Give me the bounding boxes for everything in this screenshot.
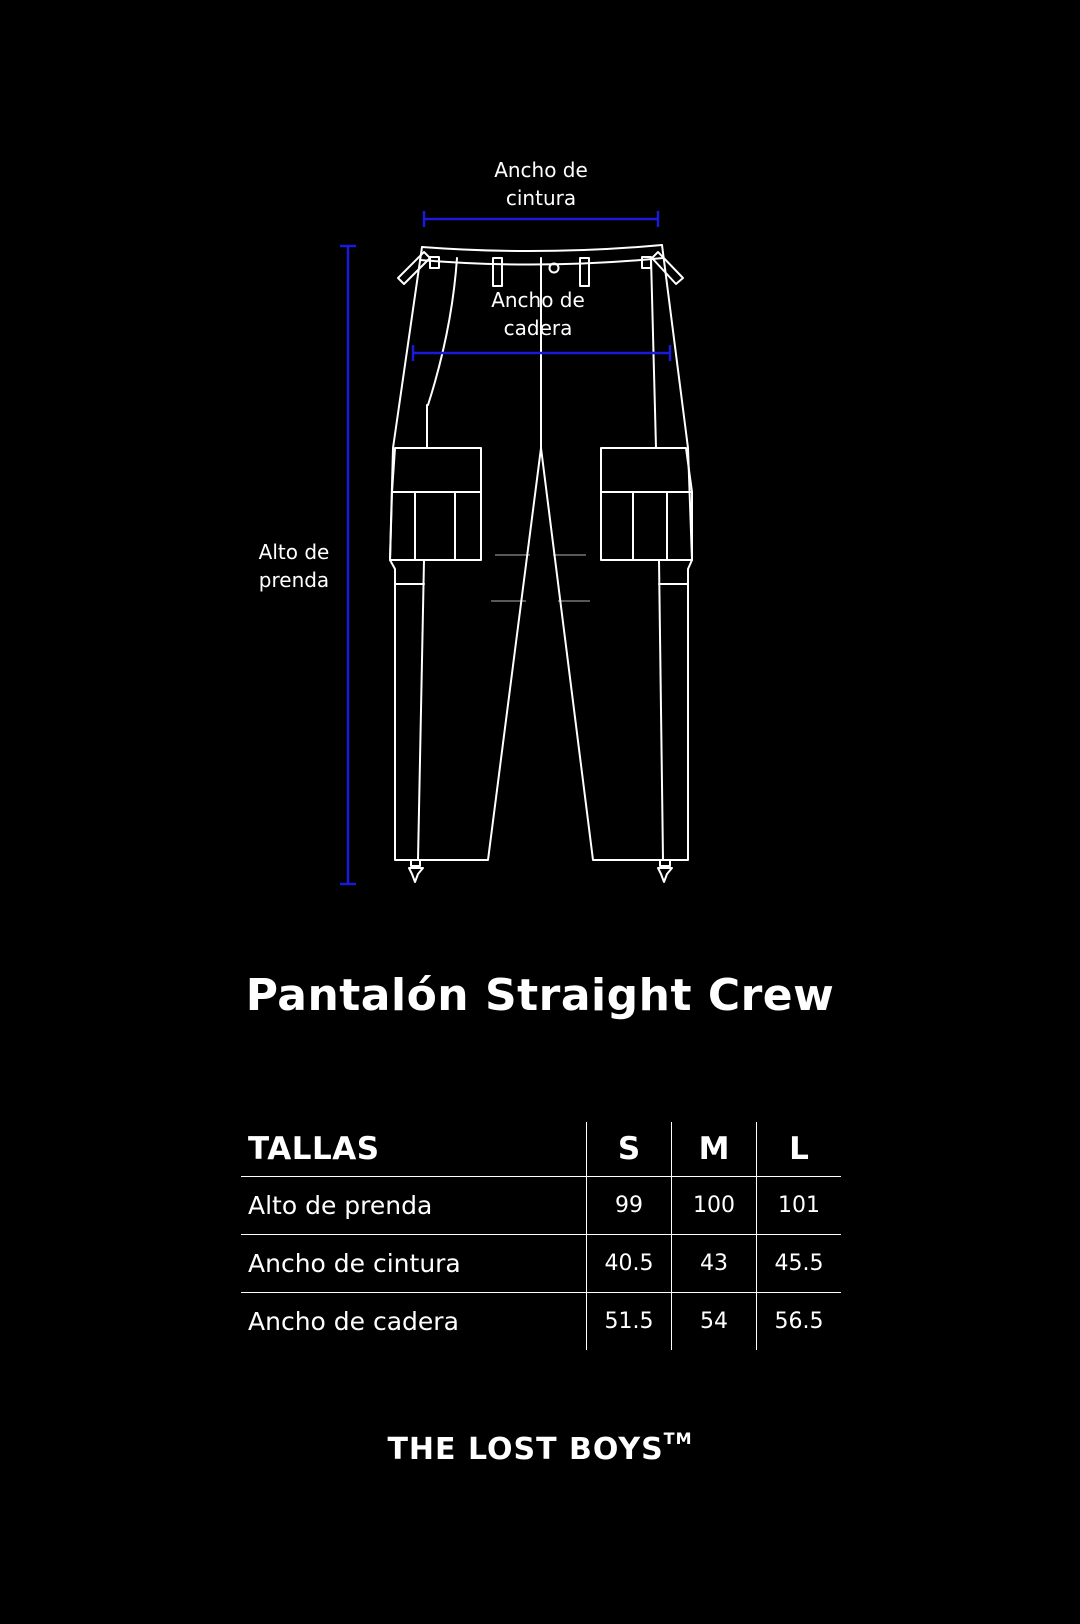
size-table [241,1122,841,1350]
cell-value: 100 [672,1177,757,1235]
cell-value: 54 [672,1293,757,1351]
brand-logo [0,1429,1080,1467]
table-header-row [241,1122,841,1177]
height-label: Alto de prenda [258,540,330,592]
header-tallas: TALLAS [241,1122,587,1177]
cell-value: 56.5 [757,1293,842,1351]
cell-value: 51.5 [587,1293,672,1351]
cell-value: 99 [587,1177,672,1235]
brand-name: THE LOST BOYS [387,1432,664,1467]
header-size-l: L [757,1122,842,1177]
cell-value: 45.5 [757,1235,842,1293]
hip-label: Ancho de cadera [491,288,585,340]
product-title: Pantalón Straight Crew [245,970,835,1021]
header-size-m: M [672,1122,757,1177]
table-row [241,1293,841,1351]
waist-label: Ancho de cintura [494,158,588,210]
cell-value: 43 [672,1235,757,1293]
table-row [241,1235,841,1293]
header-size-s: S [587,1122,672,1177]
knee-stitch-marks [491,555,590,601]
row-label: Ancho de cintura [241,1235,587,1293]
cell-value: 40.5 [587,1235,672,1293]
cell-value: 101 [757,1177,842,1235]
trademark-mark: TM [663,1429,693,1448]
row-label: Alto de prenda [241,1177,587,1235]
row-label: Ancho de cadera [248,1307,459,1336]
table-row [241,1177,841,1235]
